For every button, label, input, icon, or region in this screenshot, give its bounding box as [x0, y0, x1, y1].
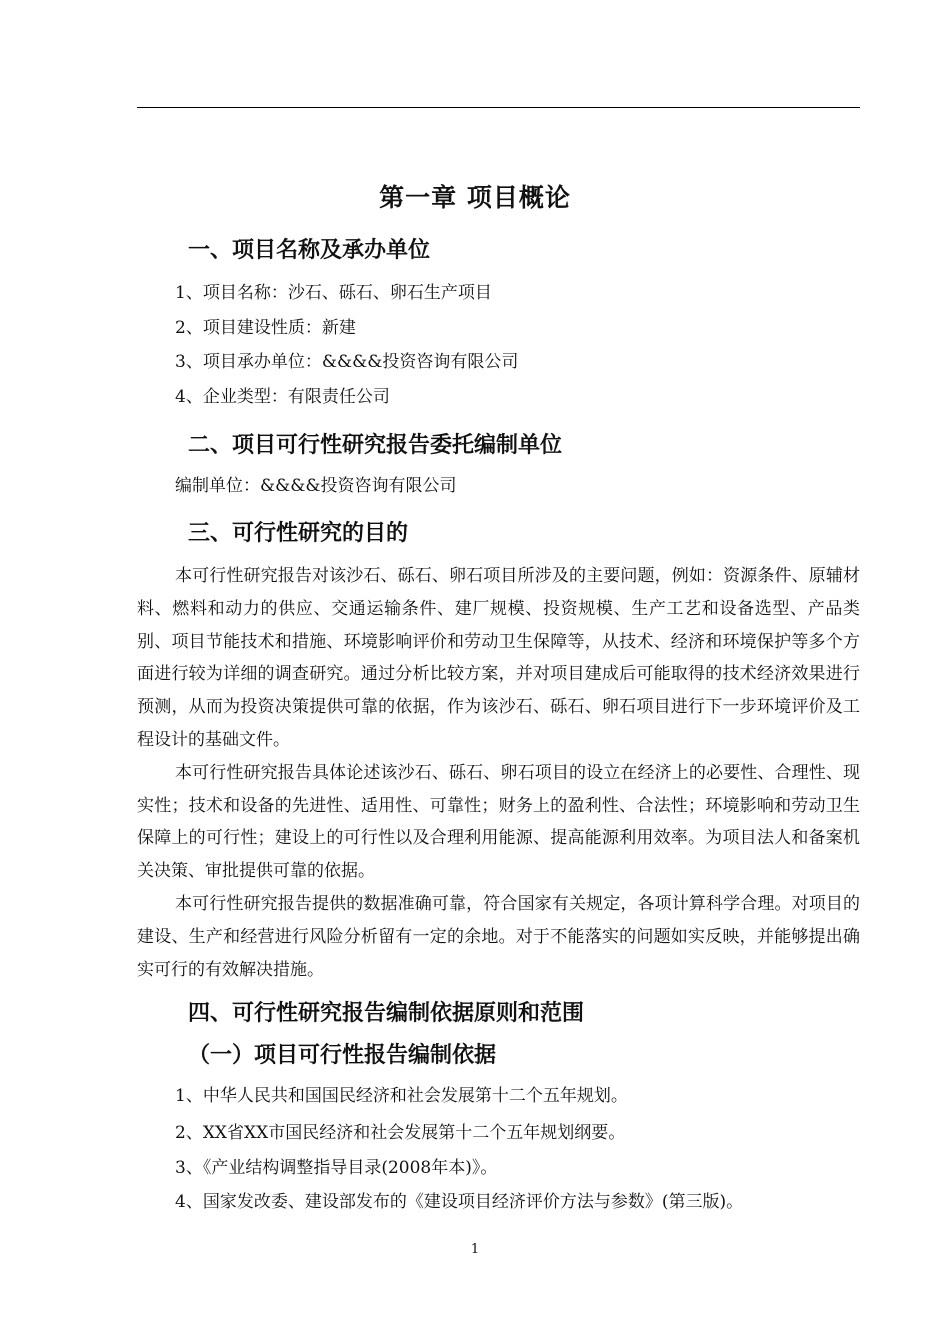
- list-item: 2、XX省XX市国民经济和社会发展第十二个五年规划纲要。: [175, 1123, 626, 1143]
- chapter-title: 第一章 项目概论: [379, 183, 571, 212]
- list-item: 4、国家发改委、建设部发布的《建设项目经济评价方法与参数》(第三版)。: [175, 1192, 744, 1212]
- section-heading-2: 二、项目可行性研究报告委托编制单位: [188, 433, 563, 458]
- compiler-unit: 编制单位：&&&&投资咨询有限公司: [175, 476, 457, 496]
- page-number: 1: [470, 1242, 480, 1257]
- paragraph: 本可行性研究报告具体论述该沙石、砾石、卵石项目的设立在经济上的必要性、合理性、现实性；技术和设备的先进性、适用性、可靠性；财务上的盈利性、合法性；环境影响和劳动卫生保障上的可行性；建设上的可行性以及合理利用能源、提高能源利用效率。为项目法人和备案机关决策、审批提供可靠的依据。: [137, 762, 860, 882]
- section-heading-1: 一、项目名称及承办单位: [188, 238, 431, 263]
- purpose-body: [137, 560, 860, 986]
- paragraph: 本可行性研究报告提供的数据准确可靠，符合国家有关规定，各项计算科学合理。对项目的建设、生产和经营进行风险分析留有一定的余地。对于不能落实的问题如实反映，并能够提出确实可行的有效解决措施。: [137, 893, 860, 980]
- list-item: 1、中华人民共和国国民经济和社会发展第十二个五年规划。: [175, 1086, 628, 1106]
- list-item: 1、项目名称：沙石、砾石、卵石生产项目: [175, 283, 492, 303]
- list-item: 4、企业类型：有限责任公司: [175, 387, 390, 407]
- header-rule: [137, 107, 860, 108]
- subsection-heading: （一）项目可行性报告编制依据: [188, 1043, 497, 1068]
- paragraph: 本可行性研究报告对该沙石、砾石、卵石项目所涉及的主要问题，例如：资源条件、原辅材料、燃料和动力的供应、交通运输条件、建厂规模、投资规模、生产工艺和设备选型、产品类别、项目节能技术和措施、环境影响评价和劳动卫生保障等，从技术、经济和环境保护等多个方面进行较为详细的调查研究。通过分析比较方案，并对项目建成后可能取得的技术经济效果进行预测，从而为投资决策提供可靠的依据，作为该沙石、砾石、卵石项目进行下一步环境评价及工程设计的基础文件。: [137, 566, 860, 750]
- list-item: 3、项目承办单位：&&&&投资咨询有限公司: [175, 352, 519, 372]
- section-heading-3: 三、可行性研究的目的: [188, 521, 409, 546]
- list-item: 3、《产业结构调整指导目录(2008年本)》。: [175, 1158, 498, 1178]
- section-heading-4: 四、可行性研究报告编制依据原则和范围: [188, 1001, 585, 1026]
- list-item: 2、项目建设性质：新建: [175, 318, 356, 338]
